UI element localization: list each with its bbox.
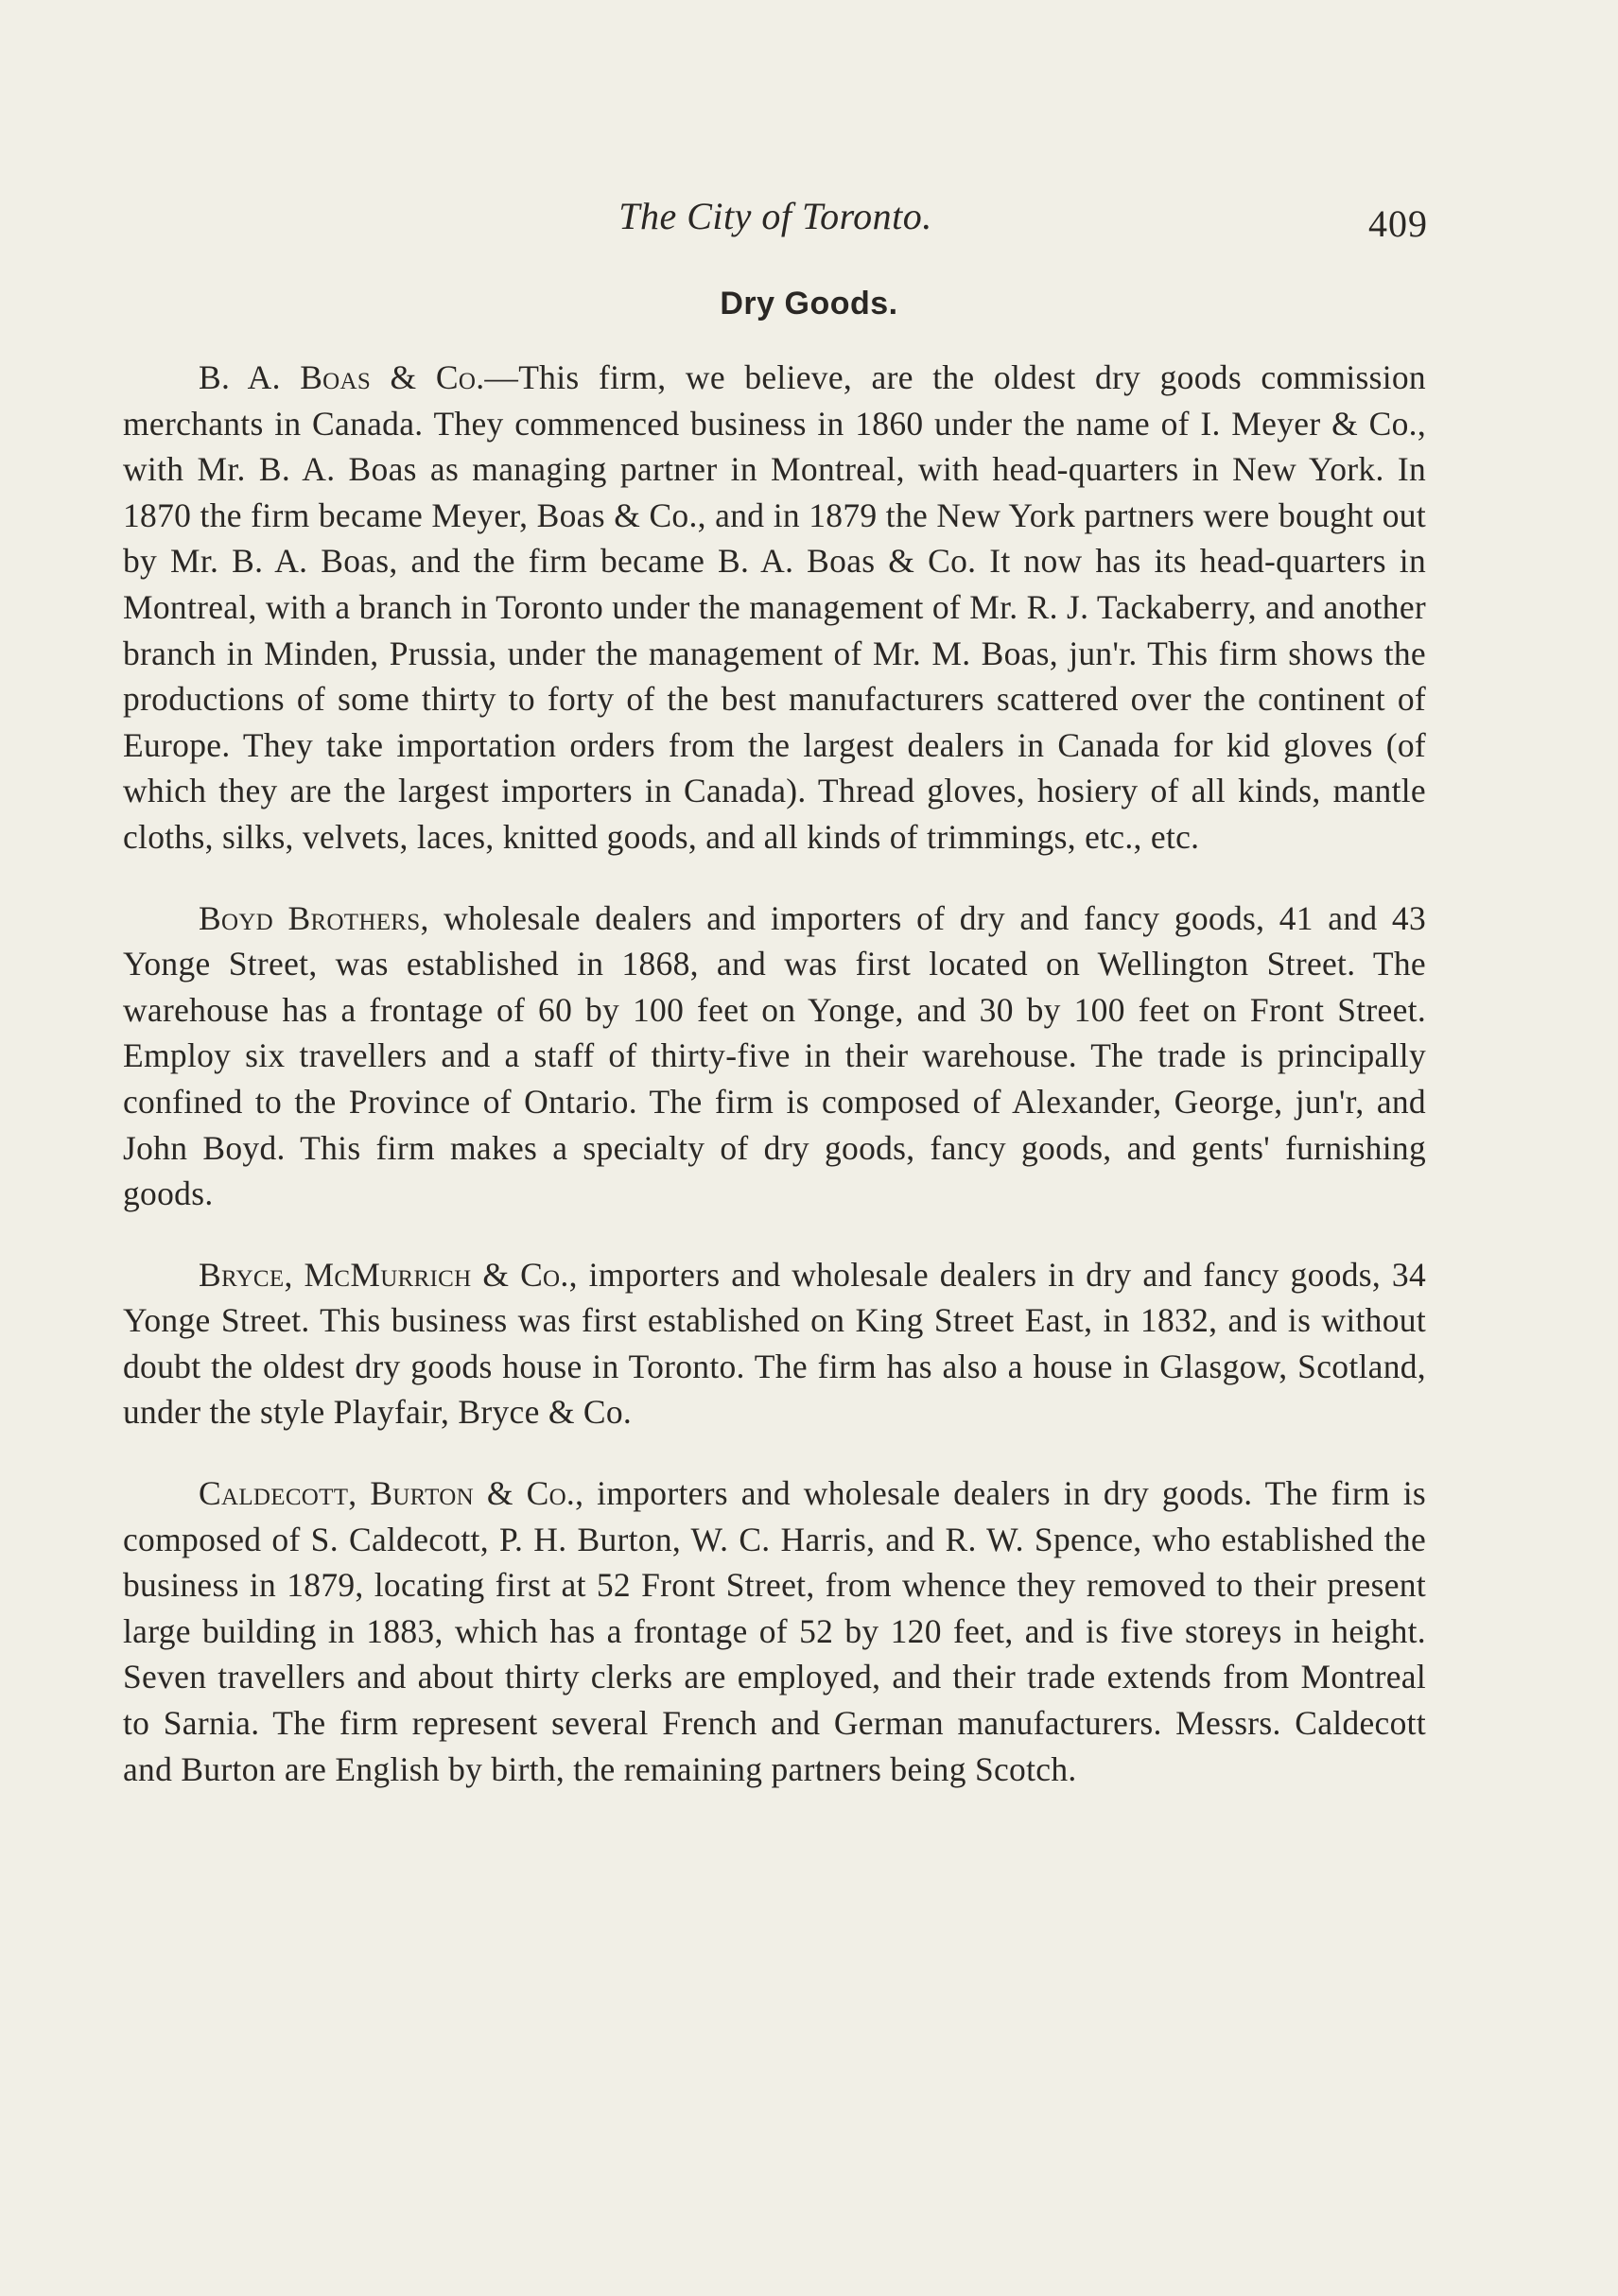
entry-bryce (123, 1252, 1426, 1435)
page-number: 409 (1368, 202, 1428, 245)
entry-text: , importers and wholesale dealers in dry goods. The firm is composed of S. Caldecott, P. H. Burton, W. C. Harris, and R. W. Spence, who established the business in 1879, locating first at 52 Front Street, from whence they removed to their present large building in 1883, which has a frontage of 52 by 120 feet, and is five storeys in height. Seven travellers and about thirty clerks are employed, and their trade extends from Montreal to Sarnia. The firm represent several French and German manufacturers. Messrs. Caldecott and Burton are English by birth, the remaining partners being Scotch. (123, 1474, 1427, 1788)
firm-name: Caldecott, Burton & Co. (199, 1474, 576, 1513)
entry-text: , wholesale dealers and importers of dry and fancy goods, 41 and 43 Yonge Street, was established in 1868, and was first located on Wellington Street. The warehouse has a frontage of 60 by 100 feet on Yonge, and 30 by 100 feet on Front Street. Employ six travellers and a staff of thirty-five in their warehouse. The trade is principally confined to the Province of Ontario. The firm is composed of Alexander, George, jun'r, and John Boyd. This firm makes a specialty of dry goods, fancy goods, and gents' furnishing goods. (123, 898, 1427, 1213)
entry-boyd (123, 896, 1426, 1217)
entry-boas (123, 355, 1426, 861)
entry-text: —This firm, we believe, are the oldest dry goods commission merchants in Canada. They commenced business in 1860 under the name of I. Meyer & Co., with Mr. B. A. Boas as managing partner in Montreal, with head-quarters in New York. In 1870 the firm became Meyer, Boas & Co., and in 1879 the New York partners were bought out by Mr. B. A. Boas, and the firm became B. A. Boas & Co. It now has its head-quarters in Montreal, with a branch in Toronto under the management of Mr. R. J. Tackaberry, and another branch in Minden, Prussia, under the management of Mr. M. Boas, jun'r. This firm shows the productions of some thirty to forty of the best manufacturers scattered over the continent of Europe. They take importation orders from the largest dealers in Canada for kid gloves (of which they are the largest importers in Canada). Thread gloves, hosiery of all kinds, mantle cloths, silks, velvets, laces, knitted goods, and all kinds of trimmings, etc., etc. (123, 358, 1426, 856)
entry-text: , importers and wholesale dealers in dry and fancy goods, 34 Yonge Street. This business was first established on King Street East, in 1832, and is without doubt the oldest dry goods house in Toronto. The firm has also a house in Glasgow, Scotland, under the style Playfair, Bryce & Co. (123, 1255, 1426, 1432)
running-title: The City of Toronto. (618, 195, 932, 237)
firm-name: B. A. Boas & Co. (199, 358, 485, 396)
body-text (123, 355, 1426, 1827)
entry-caldecott (123, 1470, 1426, 1792)
firm-name: Boyd Brothers (199, 898, 421, 937)
running-head (123, 194, 1428, 251)
section-title: Dry Goods. (720, 286, 898, 322)
firm-name: Bryce, McMurrich & Co. (199, 1255, 569, 1294)
